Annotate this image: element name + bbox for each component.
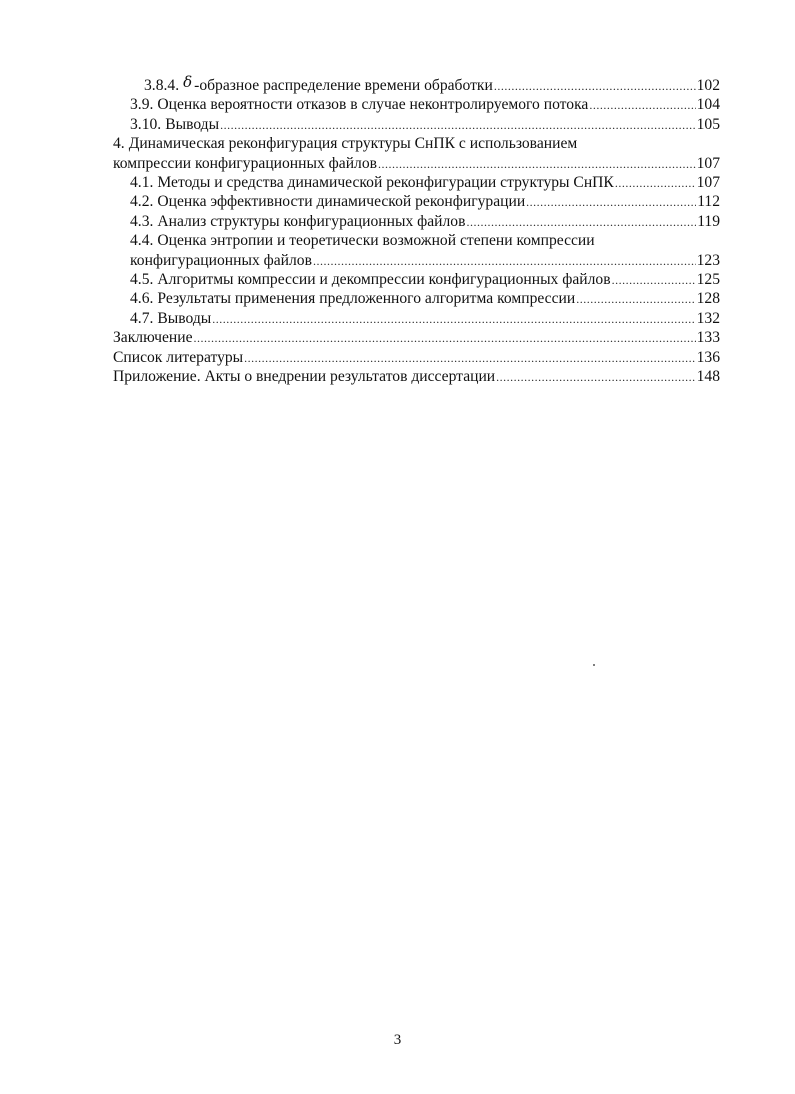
toc-entry-number: 4.4. [130,232,154,250]
toc-entry-page: 128 [696,290,720,308]
toc-entry-title: Оценка энтропии и теоретически возможной степени компрессии [157,232,595,250]
toc-entry-4 [113,134,720,173]
toc-entry-first-line [113,134,720,153]
scan-speck [593,664,595,666]
toc-entry-title: Анализ структуры конфигурационных файлов [157,212,466,230]
toc-entry-page: 133 [696,329,720,347]
dot-leader [496,372,695,382]
toc-entry-title: Выводы [165,115,220,133]
toc-entry-4-6 [113,289,720,308]
toc-entry-title: Методы и средства динамической реконфигурации структуры СнПК [157,174,614,192]
toc-entry-page: 136 [696,348,720,366]
toc-entry-number: 4.7. [130,309,154,327]
toc-entry-title: Динамическая реконфигурация структуры СнПК с использованием [128,135,578,153]
toc-entry-page: 148 [696,368,720,386]
toc-entry-title: Выводы [157,309,212,327]
toc-entry-appendix [113,367,720,386]
toc-entry-title: Список литературы [113,348,244,366]
toc-entry-page: 123 [696,251,720,269]
dot-leader [615,178,696,188]
toc-entry-title: Результаты применения предложенного алгоритма компрессии [157,290,576,308]
dot-leader [220,120,696,130]
delta-symbol: δ [183,73,193,91]
toc-entry-number: 4.2. [130,193,154,211]
toc-entry-title: Оценка эффективности динамической реконфигурации [157,193,526,211]
toc-entry-number: 4.1. [130,174,154,192]
toc-entry-3-9 [113,95,720,114]
toc-entry-number: 3.10. [130,115,162,133]
toc-entry-3-10 [113,115,720,134]
toc-entry-page: 112 [697,193,720,211]
toc-entry-title: Приложение. Акты о внедрении результатов диссертации [113,368,496,386]
toc-entry-4-2 [113,192,720,211]
toc-entry-4-4 [113,231,720,270]
dot-leader [244,353,695,363]
toc-entry-conclusion [113,328,720,347]
toc-entry-first-line [113,231,720,250]
dot-leader [612,275,696,285]
dot-leader [194,333,696,343]
toc-entry-4-7 [113,309,720,328]
toc-entry-title: Заключение [113,329,193,347]
toc-entry-page: 107 [696,154,720,172]
toc-entry-number: 4.3. [130,212,154,230]
toc-entry-number: 3.8.4. [144,77,180,94]
toc-entry-title: -образное распределение времени обработки [194,77,493,94]
dot-leader [576,294,695,304]
toc-entry-continuation [113,154,720,173]
toc-entry-page: 107 [696,174,720,192]
toc-entry-title-continued: конфигурационных файлов [130,251,312,269]
toc-entry-4-3 [113,212,720,231]
toc-entry-page: 104 [696,96,720,114]
toc-entry-continuation [113,251,720,270]
toc-entry-references [113,348,720,367]
toc-entry-4-5 [113,270,720,289]
table-of-contents [113,73,720,387]
toc-entry-title: Оценка вероятности отказов в случае неконтролируемого потока [157,96,589,114]
dot-leader [313,256,696,266]
dot-leader [378,159,696,169]
toc-entry-page: 105 [696,115,720,133]
dot-leader [526,197,696,207]
toc-entry-number: 4.5. [130,271,154,289]
dot-leader [466,217,696,227]
toc-entry-title-continued: компрессии конфигурационных файлов [113,154,377,172]
toc-entry-page: 132 [696,309,720,327]
dot-leader [589,100,695,110]
toc-entry-page: 125 [696,271,720,289]
toc-entry-page: 102 [696,77,720,94]
toc-entry-title: Алгоритмы компрессии и декомпрессии конфигурационных файлов [157,271,611,289]
toc-entry-number: 4. [113,135,125,153]
dot-leader [212,314,695,324]
toc-entry-4-1 [113,173,720,192]
toc-entry-number: 4.6. [130,290,154,308]
page-number: 3 [393,1032,402,1048]
toc-entry-number: 3.9. [130,96,154,114]
toc-entry-page: 119 [697,212,720,230]
dot-leader [494,81,696,91]
toc-entry-3-8-4 [113,73,720,95]
